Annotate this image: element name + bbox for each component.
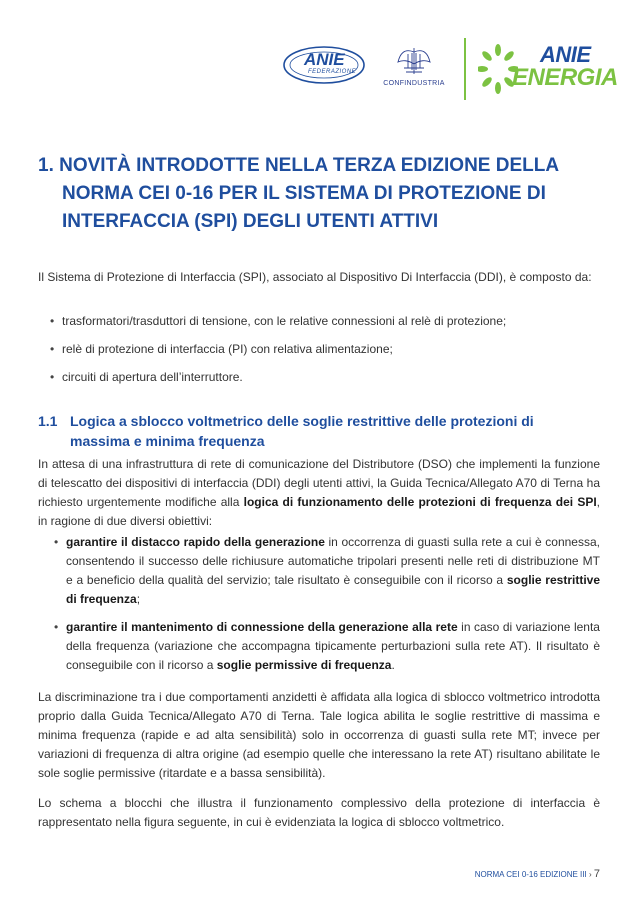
confindustria-label: CONFINDUSTRIA [383, 80, 445, 87]
list-item [50, 340, 600, 359]
bullet2-text-d: . [391, 658, 395, 672]
anie-energia-logo [478, 38, 618, 102]
section-paragraph-3: Lo schema a blocchi che illustra il funzionamento complessivo della protezione di interfaccia è rappresentato nella figura seguente, in cui è evidenziata la logica di sblocco voltmetrico. [38, 796, 600, 829]
section-paragraph-1 [38, 455, 600, 531]
bullet-icon: • [54, 620, 59, 634]
intro-bullet-list [50, 312, 600, 387]
section-number: 1.1 [38, 413, 58, 429]
bullet-icon: • [50, 314, 55, 328]
bullet-icon: • [54, 535, 59, 549]
confindustria-logo [374, 44, 454, 94]
bullet-icon: • [50, 370, 55, 384]
list-item-text: trasformatori/trasduttori di tensione, con le relative connessioni al relè di protezione; [62, 314, 507, 328]
anie-energia-line2: ENERGIA [512, 64, 618, 91]
page-title [38, 152, 608, 236]
bullet1-text-b: in occorrenza di guasti sulla rete a cui è connessa, consentendo il successo delle richiusure automatiche tripolari presenti nelle reti di distribuzione MT e a beneficio della qualità del servizio; tale risultato è conseguibile con il ricorso a [66, 535, 600, 587]
section-title-line-2: massima e minima frequenza [70, 433, 265, 449]
objectives-bullet-list [50, 533, 600, 675]
anie-federazione-logo [282, 44, 366, 86]
list-item [50, 618, 600, 675]
anie-energia-line1: ANIE [540, 42, 591, 67]
para1-bold: logica di funzionamento delle protezioni di frequenza dei SPI [243, 495, 597, 509]
logo-divider [464, 38, 466, 100]
list-item [50, 312, 600, 331]
section-title-line-1: Logica a sblocco voltmetrico delle soglie restrittive delle protezioni di [70, 413, 534, 429]
list-item-text: relè di protezione di interfaccia (PI) con relativa alimentazione; [62, 342, 393, 356]
footer-label: NORMA CEI 0-16 EDIZIONE III [474, 870, 587, 879]
title-line-2: NORMA CEI 0-16 PER IL SISTEMA DI PROTEZIONE DI [62, 183, 546, 204]
list-item [50, 533, 600, 609]
header-logos [0, 0, 638, 110]
title-line-3: INTERFACCIA (SPI) DEGLI UTENTI ATTIVI [62, 211, 439, 232]
bullet1-bold-a: garantire il distacco rapido della generazione [66, 535, 325, 549]
bullet2-text-b: in caso di variazione lenta della frequenza (variazione che accompagna tipicamente perturbazioni sulla rete AT). Il risultato è conseguibile con il ricorso a [66, 620, 600, 672]
page-footer [450, 868, 600, 880]
footer-separator: › [588, 870, 592, 879]
page-number: 7 [593, 868, 600, 880]
anie-federazione-text: ANIE [304, 50, 345, 69]
intro-paragraph: Il Sistema di Protezione di Interfaccia (SPI), associato al Dispositivo Di Interfaccia (DDI), è composto da: [38, 270, 592, 284]
anie-federazione-subtext: FEDERAZIONE [308, 69, 357, 75]
list-item-text: circuiti di apertura dell’interruttore. [62, 370, 243, 384]
section-paragraph-2: La discriminazione tra i due comportamenti anzidetti è affidata alla logica di sblocco voltmetrico introdotta proprio dalla Guida Tecnica/Allegato A70 di Terna. Tale logica abilita le soglie restrittive di massima e minima frequenza (rapide e ad alta sensibilità) solo in occorrenza di guasti sulla rete MT; invece per variazioni di frequenza di altra origine (ad esempio quelle che interessano la rete AT) risultano abilitate le sole soglie permissive (ritardate e a bassa sensibilità). [38, 690, 600, 780]
bullet1-bold-c: soglie restrittive di frequenza [66, 573, 601, 606]
bullet2-bold-a: garantire il mantenimento di connessione della generazione alla rete [66, 620, 458, 634]
para1-text-c: , in ragione di due diversi obiettivi: [38, 495, 601, 528]
bullet1-text-d: ; [136, 592, 141, 606]
bullet-icon: • [50, 342, 55, 356]
confindustria-eagle-icon [374, 44, 454, 78]
section-heading [38, 411, 600, 451]
list-item [50, 368, 600, 387]
para1-text-a: In attesa di una infrastruttura di rete di comunicazione del Distributore (DSO) che implementi la funzione di telescatto dei dispositivi di interfaccia (DDI) degli utenti attivi, la Guida Tecnica/Allegato A70 di Terna ha richiesto urgentemente modifiche alla [38, 457, 600, 509]
bullet2-bold-c: soglie permissive di frequenza [216, 658, 392, 672]
title-line-1: 1. NOVITÀ INTRODOTTE NELLA TERZA EDIZIONE DELLA [38, 155, 560, 176]
